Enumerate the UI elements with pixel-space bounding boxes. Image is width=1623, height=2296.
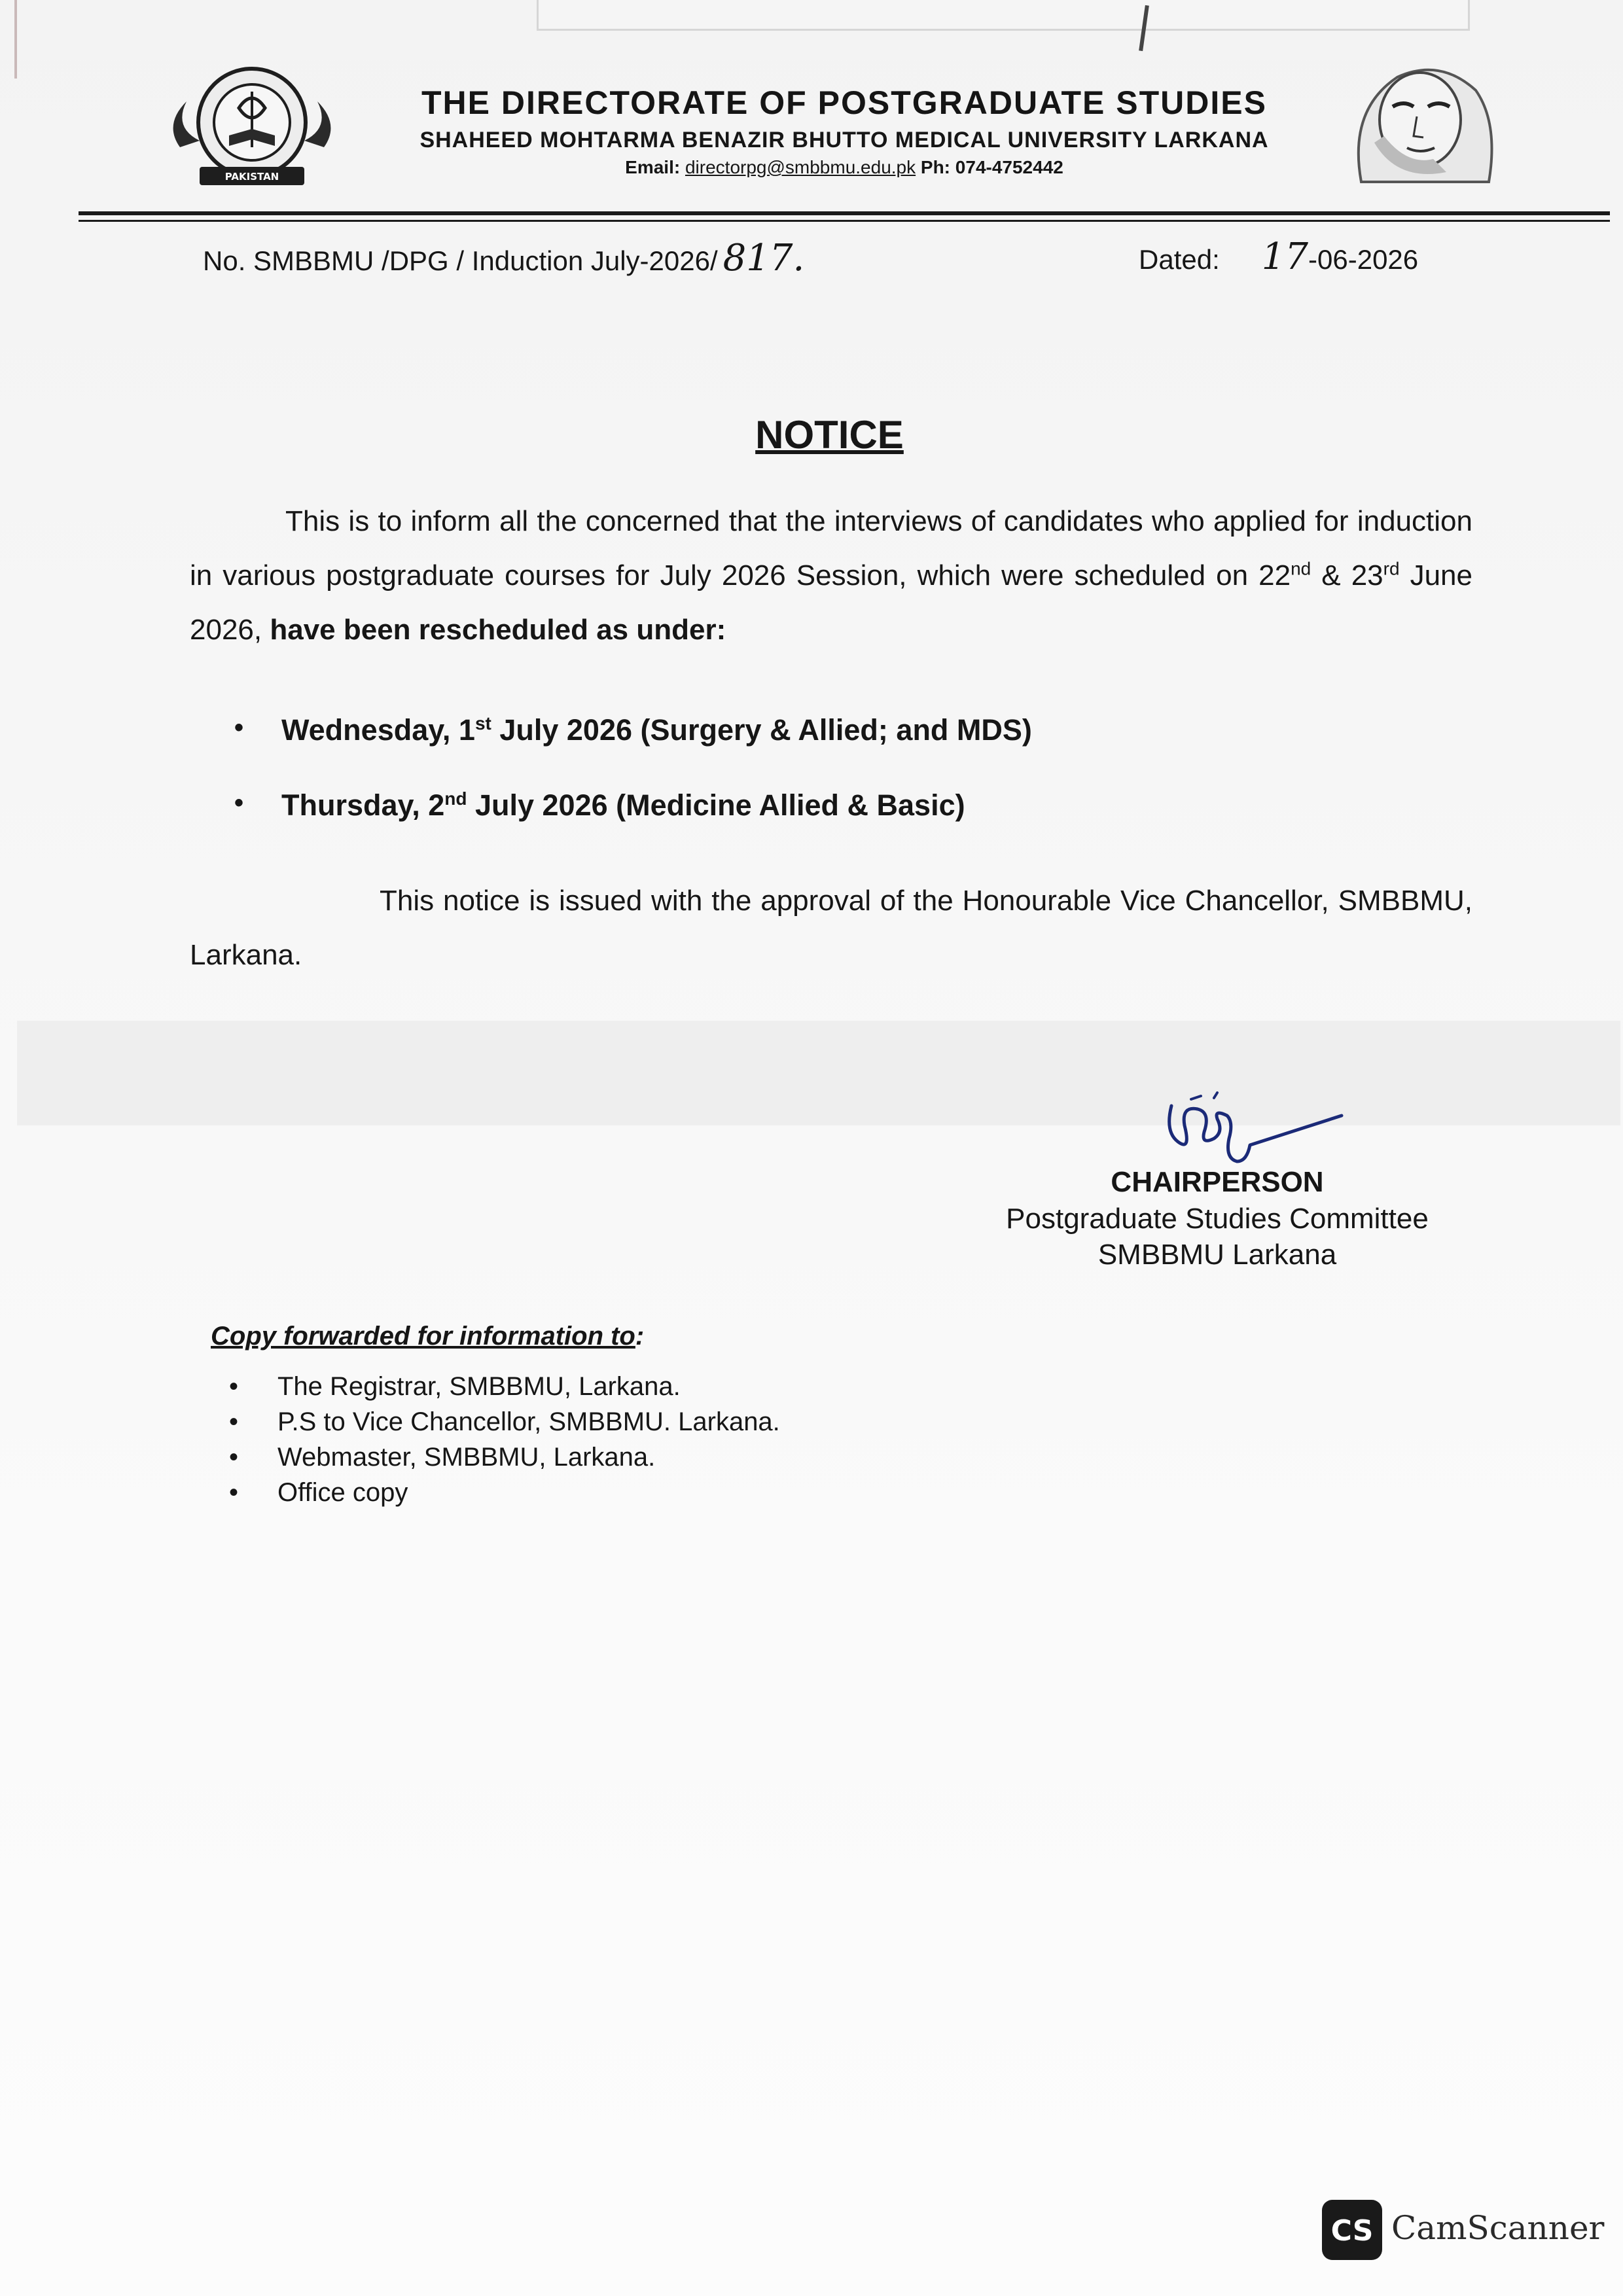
portrait-photo [1335, 51, 1505, 188]
para1-day1: 22 [1258, 559, 1291, 592]
schedule-item-text: Wednesday, 1st July 2026 (Surgery & Allied; and MDS) [281, 713, 1032, 747]
reference-handwritten-number: 817. [722, 237, 805, 279]
email-label: Email: [625, 157, 681, 177]
email-link[interactable]: directorpg@smbbmu.edu.pk [685, 157, 916, 177]
letterhead-divider-thick [79, 211, 1610, 215]
list-item-text: Office copy [277, 1478, 408, 1507]
list-item [229, 1369, 780, 1404]
camscanner-watermark-text: CamScanner [1391, 2209, 1605, 2247]
logo-ribbon-text: PAKISTAN [224, 171, 279, 183]
letterhead-title: THE DIRECTORATE OF POSTGRADUATE STUDIES [421, 84, 1267, 121]
signatory-committee: Postgraduate Studies Committee [1006, 1203, 1429, 1235]
list-item-text: The Registrar, SMBBMU, Larkana. [277, 1372, 681, 1401]
signatory-title: CHAIRPERSON [1111, 1166, 1324, 1198]
para1-month: June 2026, [190, 559, 1472, 646]
scan-fold-band [17, 1021, 1620, 1125]
list-item-text: P.S to Vice Chancellor, SMBBMU. Larkana. [277, 1407, 780, 1436]
para1-day1-suffix: nd [1291, 558, 1311, 579]
copy-forwarded-colon: : [635, 1322, 645, 1351]
list-item [229, 1404, 780, 1439]
bullet-icon: • [229, 1478, 239, 1507]
phone-label: Ph: [920, 157, 951, 177]
letterhead-divider-thin [79, 220, 1610, 222]
schedule-item-text: Thursday, 2nd July 2026 (Medicine Allied & Basic) [281, 788, 965, 822]
bullet-icon: • [229, 1407, 239, 1436]
para1-bold-phrase: have been rescheduled as under: [270, 614, 726, 646]
list-item [229, 1439, 780, 1475]
list-item-text: Webmaster, SMBBMU, Larkana. [277, 1443, 656, 1472]
bullet-icon: • [229, 1372, 239, 1401]
copy-forwarded-heading [211, 1322, 644, 1351]
reference-prefix: No. SMBBMU /DPG / Induction July-2026/ [203, 245, 718, 276]
bullet-icon: • [234, 788, 244, 817]
para1-day2: 23 [1351, 559, 1383, 592]
date-handwritten-day: 17 [1261, 236, 1309, 278]
notice-paragraph-1 [190, 494, 1472, 657]
reference-number [203, 237, 804, 279]
bullet-icon: • [229, 1443, 239, 1472]
list-item [229, 1475, 780, 1510]
date-label: Dated: [1139, 244, 1220, 275]
signatory-institution: SMBBMU Larkana [1097, 1239, 1337, 1271]
notice-title: NOTICE [755, 413, 904, 457]
camscanner-logo-letters: CS [1330, 2214, 1374, 2248]
copy-forwarded-list [229, 1369, 780, 1510]
para1-ampersand: & [1311, 559, 1351, 592]
copy-forwarded-heading-text: Copy forwarded for information to [211, 1322, 635, 1351]
notice-paragraph-2: This notice is issued with the approval of the Honourable Vice Chancellor, SMBBMU, Larkana. [190, 885, 1472, 971]
para1-text: This is to inform all the concerned that the interviews of candidates who applied for induction in various postgraduate courses for July 2026 Session, which were scheduled on [190, 505, 1472, 592]
phone-number: 074-4752442 [955, 157, 1063, 177]
handwritten-signature [1152, 1080, 1348, 1171]
reference-date [1139, 236, 1418, 278]
para1-day2-suffix: rd [1383, 558, 1400, 579]
bullet-icon: • [234, 713, 244, 742]
letterhead-contact [353, 157, 1335, 178]
scan-edge-mark [14, 0, 17, 79]
scan-top-artifact [537, 0, 1470, 31]
university-seal-logo [160, 62, 344, 193]
camscanner-logo-icon [1321, 2199, 1383, 2261]
date-month-year: -06-2026 [1308, 244, 1419, 275]
letterhead-university-name: SHAHEED MOHTARMA BENAZIR BHUTTO MEDICAL UNIVERSITY LARKANA [419, 128, 1269, 152]
